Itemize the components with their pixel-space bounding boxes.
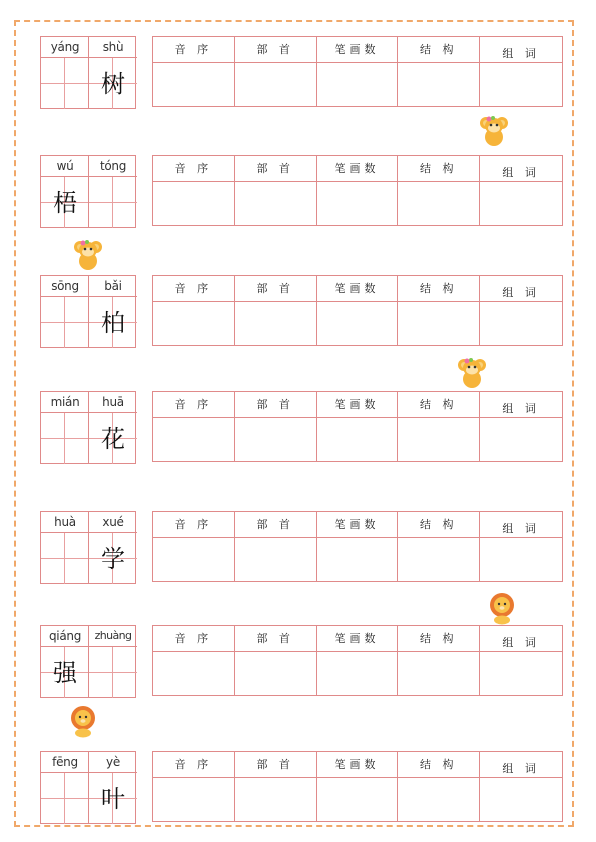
hanzi-character: 柏	[101, 309, 125, 337]
monkey-icon	[455, 355, 489, 389]
pinyin-grid	[40, 155, 136, 228]
header-yinxu: 音 序	[153, 37, 235, 63]
grid-cell	[41, 752, 89, 823]
header-yinxu: 音 序	[153, 156, 235, 182]
grid-cell	[88, 392, 137, 463]
info-table	[152, 36, 563, 107]
pinyin-label: fēng	[41, 752, 89, 773]
answer-cell[interactable]	[235, 652, 317, 695]
answer-cell[interactable]	[398, 63, 480, 106]
writing-cell	[89, 413, 137, 464]
header-jiegou: 结 构	[398, 752, 480, 778]
header-bihuashu: 笔画数	[317, 626, 399, 652]
answer-cell[interactable]	[153, 778, 235, 821]
header-jiegou: 结 构	[398, 626, 480, 652]
pinyin-label: wú	[41, 156, 89, 177]
answer-cell[interactable]	[480, 538, 562, 581]
answer-cell[interactable]	[480, 302, 562, 345]
answer-cell[interactable]	[398, 652, 480, 695]
character-row	[40, 751, 563, 826]
header-bushou: 部 首	[235, 512, 317, 538]
header-jiegou: 结 构	[398, 276, 480, 302]
character-row	[40, 36, 563, 111]
writing-cell	[89, 297, 137, 348]
grid-cell	[41, 156, 89, 227]
grid-cell	[88, 276, 137, 347]
header-zuci: 组 词	[480, 626, 562, 652]
answer-cell[interactable]	[153, 418, 235, 461]
hanzi-character: 强	[53, 659, 77, 687]
header-bushou: 部 首	[235, 392, 317, 418]
header-yinxu: 音 序	[153, 626, 235, 652]
grid-cell	[41, 37, 89, 108]
header-bushou: 部 首	[235, 276, 317, 302]
info-table	[152, 511, 563, 582]
header-yinxu: 音 序	[153, 752, 235, 778]
hanzi-character: 树	[101, 70, 125, 98]
answer-cell[interactable]	[235, 778, 317, 821]
grid-cell	[88, 37, 137, 108]
pinyin-label: qiáng	[41, 626, 89, 647]
answer-cell[interactable]	[235, 538, 317, 581]
header-zuci: 组 词	[480, 156, 562, 182]
pinyin-grid	[40, 625, 136, 698]
answer-cell[interactable]	[480, 182, 562, 225]
answer-cell[interactable]	[235, 418, 317, 461]
pinyin-label: huà	[41, 512, 89, 533]
info-table	[152, 155, 563, 226]
grid-cell	[41, 512, 89, 583]
hanzi-character: 花	[101, 425, 125, 453]
answer-cell[interactable]	[317, 778, 399, 821]
answer-cell[interactable]	[398, 778, 480, 821]
header-bushou: 部 首	[235, 37, 317, 63]
header-bihuashu: 笔画数	[317, 752, 399, 778]
header-zuci: 组 词	[480, 512, 562, 538]
grid-cell	[41, 626, 89, 697]
header-zuci: 组 词	[480, 37, 562, 63]
writing-cell	[41, 413, 89, 464]
header-bihuashu: 笔画数	[317, 276, 399, 302]
pinyin-label: huā	[89, 392, 137, 413]
answer-cell[interactable]	[153, 63, 235, 106]
writing-cell	[41, 297, 89, 348]
header-jiegou: 结 构	[398, 512, 480, 538]
answer-cell[interactable]	[317, 538, 399, 581]
writing-cell	[41, 177, 89, 228]
answer-cell[interactable]	[235, 63, 317, 106]
answer-cell[interactable]	[398, 418, 480, 461]
character-row	[40, 511, 563, 586]
pinyin-label: tóng	[89, 156, 137, 177]
header-zuci: 组 词	[480, 752, 562, 778]
answer-cell[interactable]	[317, 302, 399, 345]
answer-cell[interactable]	[480, 418, 562, 461]
grid-cell	[88, 626, 137, 697]
header-zuci: 组 词	[480, 392, 562, 418]
pinyin-label: shù	[89, 37, 137, 58]
header-bihuashu: 笔画数	[317, 37, 399, 63]
writing-cell	[41, 773, 89, 824]
header-bihuashu: 笔画数	[317, 156, 399, 182]
writing-cell	[89, 177, 137, 228]
pinyin-label: yè	[89, 752, 137, 773]
answer-cell[interactable]	[317, 63, 399, 106]
character-row	[40, 391, 563, 466]
answer-cell[interactable]	[480, 63, 562, 106]
pinyin-grid	[40, 751, 136, 824]
header-bushou: 部 首	[235, 626, 317, 652]
lion-icon	[66, 704, 100, 738]
character-row	[40, 625, 563, 700]
header-bihuashu: 笔画数	[317, 392, 399, 418]
grid-cell	[88, 512, 137, 583]
answer-cell[interactable]	[317, 418, 399, 461]
answer-cell[interactable]	[235, 182, 317, 225]
answer-cell[interactable]	[153, 652, 235, 695]
pinyin-label: sōng	[41, 276, 89, 297]
header-yinxu: 音 序	[153, 276, 235, 302]
info-table	[152, 625, 563, 696]
pinyin-label: zhuàng	[89, 626, 137, 647]
pinyin-label: yáng	[41, 37, 89, 58]
pinyin-label: mián	[41, 392, 89, 413]
grid-cell	[41, 276, 89, 347]
pinyin-grid	[40, 275, 136, 348]
monkey-icon	[477, 113, 511, 147]
hanzi-character: 学	[101, 545, 125, 573]
info-table	[152, 391, 563, 462]
answer-cell[interactable]	[480, 778, 562, 821]
answer-cell[interactable]	[480, 652, 562, 695]
header-yinxu: 音 序	[153, 392, 235, 418]
pinyin-label: bǎi	[89, 276, 137, 297]
hanzi-character: 叶	[101, 785, 125, 813]
grid-cell	[41, 392, 89, 463]
pinyin-grid	[40, 391, 136, 464]
writing-cell	[41, 533, 89, 584]
character-row	[40, 155, 563, 230]
header-bushou: 部 首	[235, 752, 317, 778]
header-yinxu: 音 序	[153, 512, 235, 538]
info-table	[152, 751, 563, 822]
writing-cell	[89, 647, 137, 698]
header-jiegou: 结 构	[398, 156, 480, 182]
writing-cell	[41, 647, 89, 698]
pinyin-label: xué	[89, 512, 137, 533]
answer-cell[interactable]	[398, 538, 480, 581]
grid-cell	[88, 752, 137, 823]
writing-cell	[89, 533, 137, 584]
hanzi-character: 梧	[53, 189, 77, 217]
answer-cell[interactable]	[317, 182, 399, 225]
answer-cell[interactable]	[153, 302, 235, 345]
header-bihuashu: 笔画数	[317, 512, 399, 538]
answer-cell[interactable]	[153, 182, 235, 225]
pinyin-grid	[40, 36, 136, 109]
writing-cell	[89, 773, 137, 824]
answer-cell[interactable]	[235, 302, 317, 345]
monkey-icon	[71, 237, 105, 271]
writing-cell	[89, 58, 137, 109]
grid-cell	[88, 156, 137, 227]
answer-cell[interactable]	[398, 182, 480, 225]
info-table	[152, 275, 563, 346]
header-zuci: 组 词	[480, 276, 562, 302]
header-jiegou: 结 构	[398, 37, 480, 63]
character-row	[40, 275, 563, 350]
answer-cell[interactable]	[398, 302, 480, 345]
header-bushou: 部 首	[235, 156, 317, 182]
lion-icon	[485, 591, 519, 625]
writing-cell	[41, 58, 89, 109]
answer-cell[interactable]	[317, 652, 399, 695]
header-jiegou: 结 构	[398, 392, 480, 418]
pinyin-grid	[40, 511, 136, 584]
answer-cell[interactable]	[153, 538, 235, 581]
